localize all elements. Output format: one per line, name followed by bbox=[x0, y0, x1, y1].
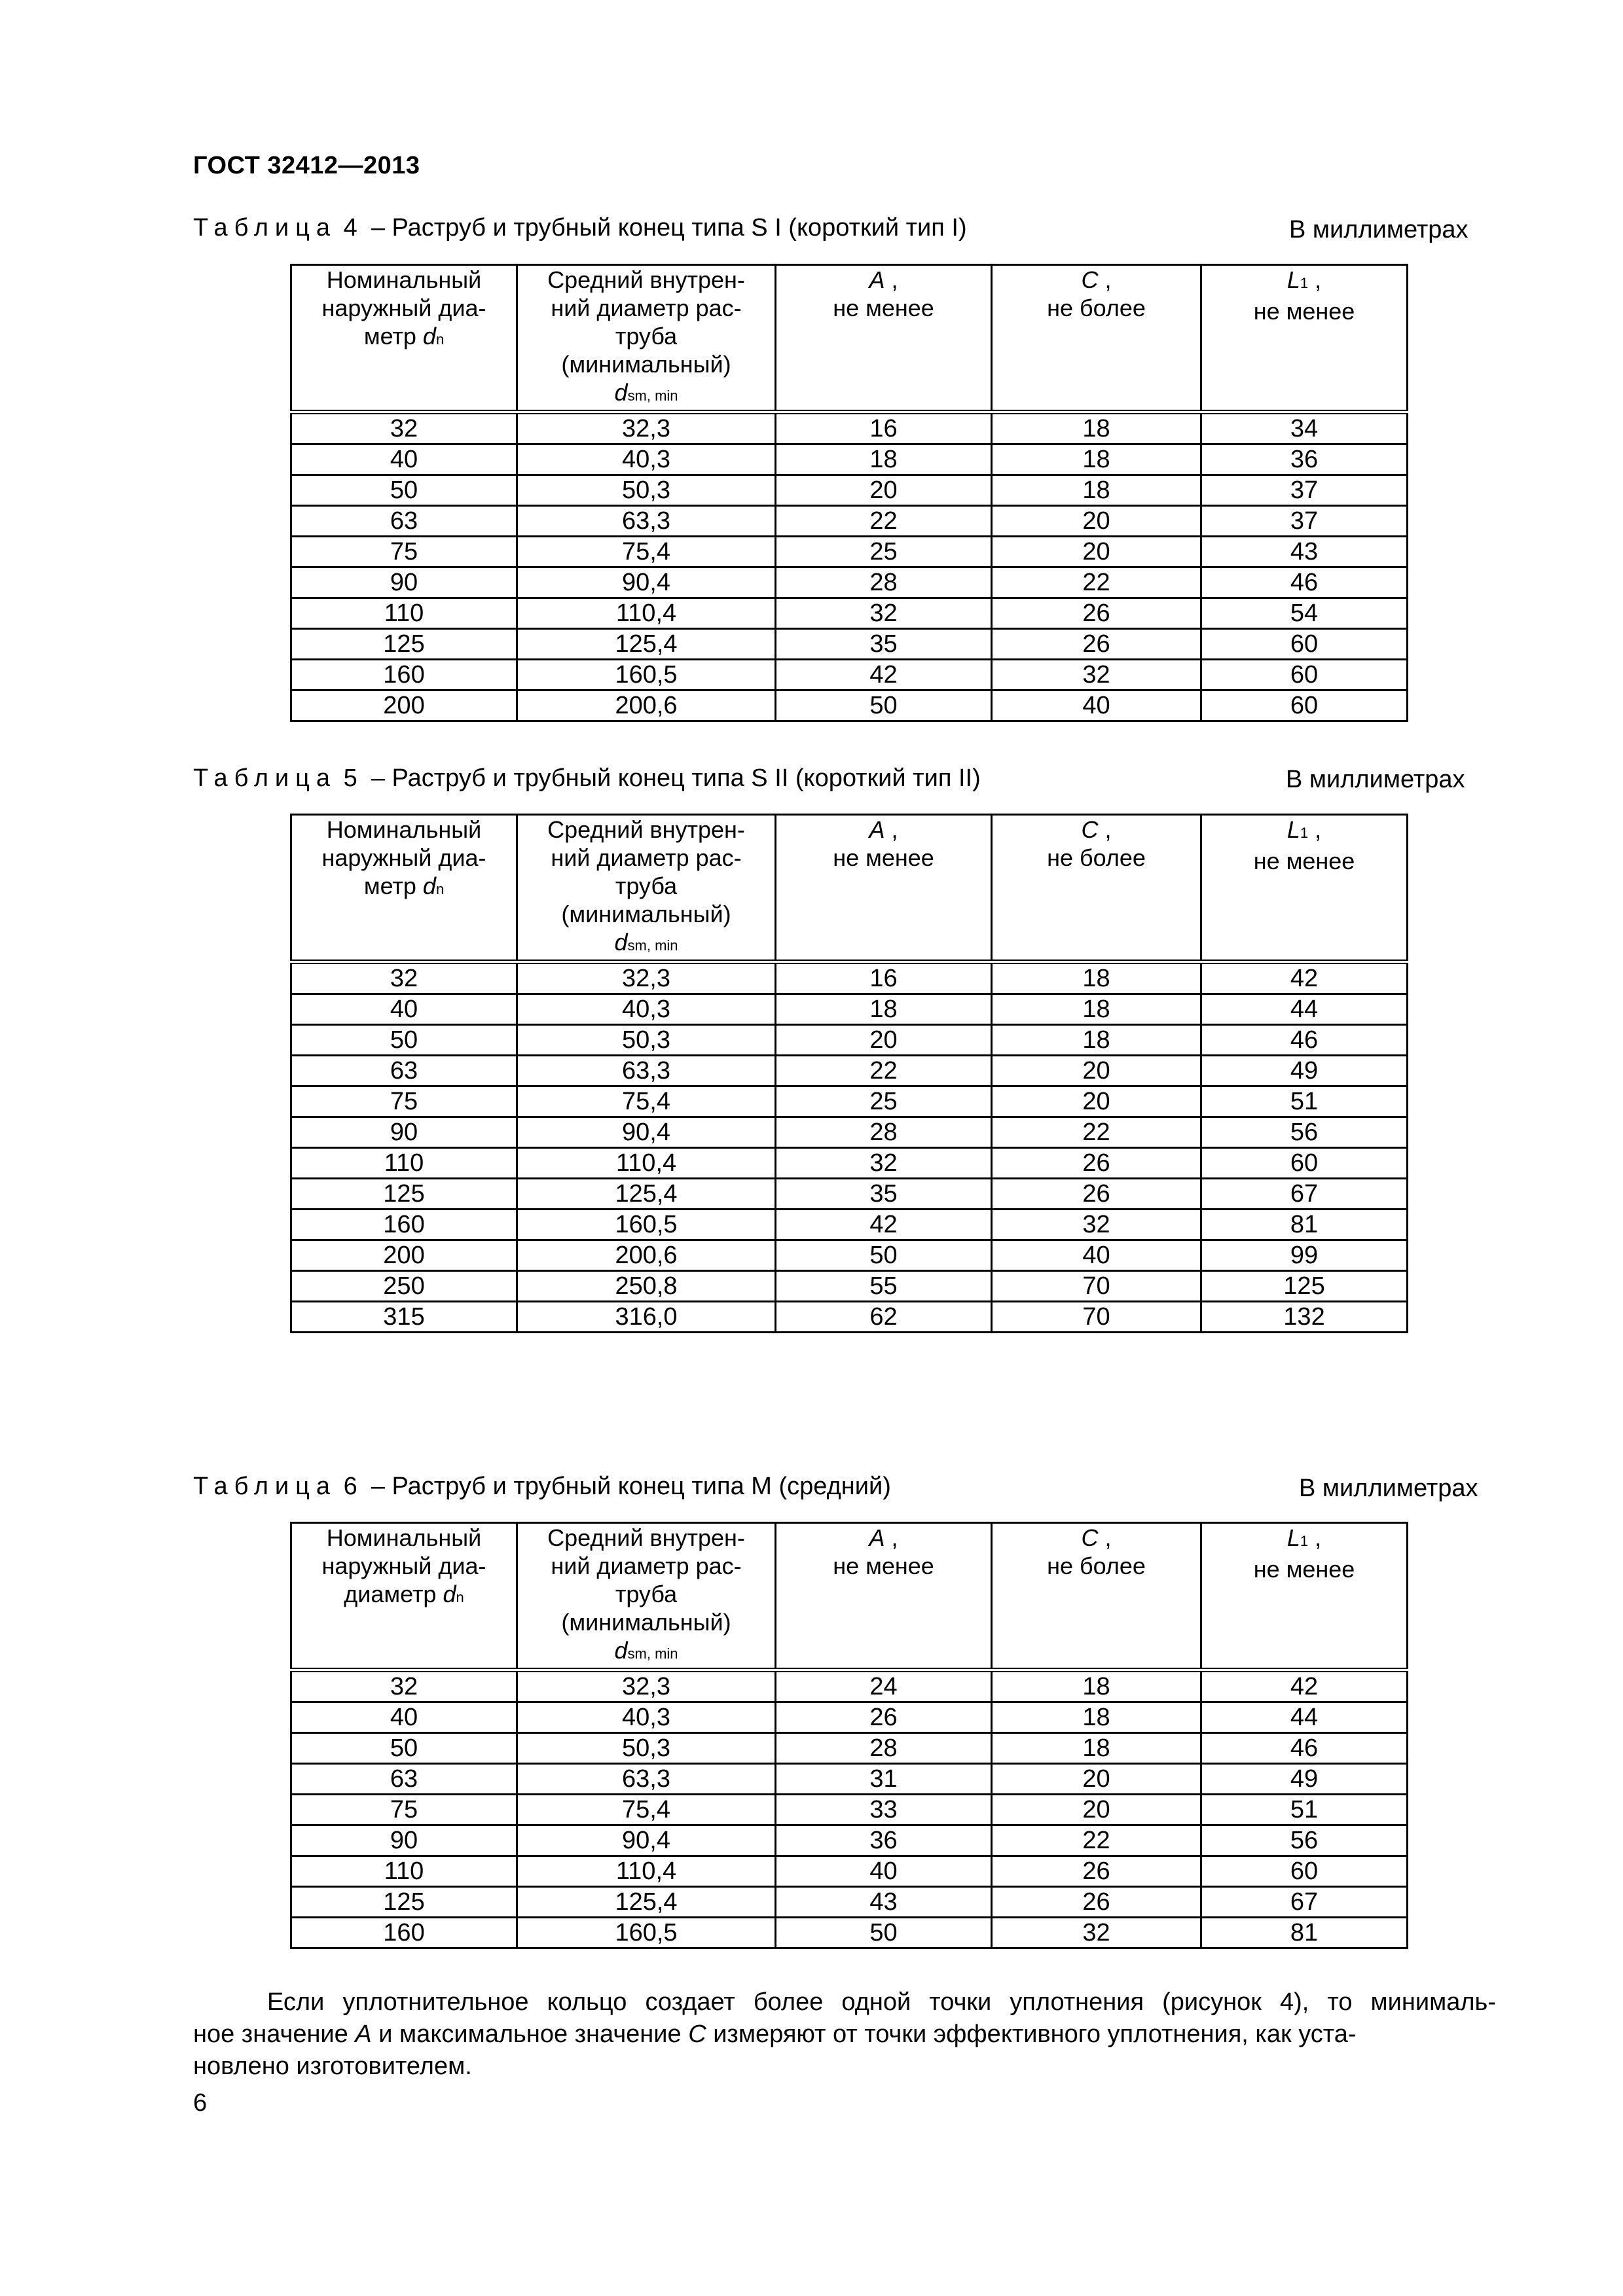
table-cell: 43 bbox=[1201, 537, 1408, 567]
page-number: 6 bbox=[193, 2089, 208, 2117]
table-cell: 26 bbox=[992, 1179, 1201, 1210]
table-cell: 22 bbox=[992, 1825, 1201, 1856]
table-cell: 20 bbox=[992, 537, 1201, 567]
table-cell: 90 bbox=[291, 567, 517, 598]
table-cell: 46 bbox=[1201, 567, 1408, 598]
table-row bbox=[291, 1795, 1408, 1825]
col-header-c: C , не более bbox=[992, 265, 1201, 412]
table-cell: 22 bbox=[776, 1056, 992, 1086]
table-cell: 110,4 bbox=[517, 1856, 776, 1887]
table-cell: 28 bbox=[776, 1733, 992, 1764]
table-cell: 20 bbox=[992, 1056, 1201, 1086]
table-cell: 42 bbox=[1201, 1670, 1408, 1702]
table-number: 4 bbox=[343, 214, 357, 242]
table-cell: 132 bbox=[1201, 1302, 1408, 1333]
table-cell: 75,4 bbox=[517, 1795, 776, 1825]
table-header-row bbox=[291, 265, 1408, 412]
table-row bbox=[291, 537, 1408, 567]
table-cell: 32 bbox=[992, 1918, 1201, 1948]
table-cell: 55 bbox=[776, 1271, 992, 1302]
table-cell: 28 bbox=[776, 567, 992, 598]
table-header-row bbox=[291, 1523, 1408, 1670]
table-row bbox=[291, 1764, 1408, 1795]
table-cell: 60 bbox=[1201, 691, 1408, 721]
table-cell: 32,3 bbox=[517, 412, 776, 444]
table-row bbox=[291, 1271, 1408, 1302]
table-cell: 32 bbox=[776, 598, 992, 629]
table-row bbox=[291, 506, 1408, 537]
table-cell: 49 bbox=[1201, 1764, 1408, 1795]
table-row bbox=[291, 567, 1408, 598]
table-cell: 67 bbox=[1201, 1179, 1408, 1210]
col-header-nominal-diameter: Номинальный наружный диа- диаметр dn bbox=[291, 1523, 517, 1670]
table-cell: 125,4 bbox=[517, 1179, 776, 1210]
table-cell: 50 bbox=[776, 1240, 992, 1271]
table-row bbox=[291, 1702, 1408, 1733]
table-label: Таблица bbox=[193, 1473, 337, 1500]
table-cell: 18 bbox=[992, 994, 1201, 1025]
table-cell: 35 bbox=[776, 1179, 992, 1210]
table-cell: 50 bbox=[776, 691, 992, 721]
table-cell: 110 bbox=[291, 1148, 517, 1179]
table-cell: 20 bbox=[776, 1025, 992, 1056]
table-row bbox=[291, 1240, 1408, 1271]
table-cell: 20 bbox=[992, 1764, 1201, 1795]
table-cell: 63,3 bbox=[517, 506, 776, 537]
table-row bbox=[291, 1117, 1408, 1148]
table-row bbox=[291, 691, 1408, 721]
table-cell: 90,4 bbox=[517, 1117, 776, 1148]
table-cell: 125 bbox=[291, 1179, 517, 1210]
table-cell: 200,6 bbox=[517, 691, 776, 721]
col-header-a: A , не менее bbox=[776, 265, 992, 412]
table-cell: 46 bbox=[1201, 1025, 1408, 1056]
table-cell: 81 bbox=[1201, 1918, 1408, 1948]
note-paragraph: Если уплотнительное кольцо создает более одной точки уплотнения (рисунок 4), то минималь- ное значение A и максимальное значение C измеряют от точки эффективного уплотнения, как уста- новлено изготовителем. bbox=[193, 1986, 1496, 2083]
table-cell: 62 bbox=[776, 1302, 992, 1333]
table-cell: 50 bbox=[291, 475, 517, 506]
table-cell: 31 bbox=[776, 1764, 992, 1795]
table-cell: 44 bbox=[1201, 1702, 1408, 1733]
table-cell: 32 bbox=[291, 962, 517, 994]
table-cell: 26 bbox=[992, 629, 1201, 660]
table-cell: 90,4 bbox=[517, 567, 776, 598]
table-label: Таблица bbox=[193, 764, 337, 792]
table-cell: 40 bbox=[291, 1702, 517, 1733]
col-header-a: A , не менее bbox=[776, 1523, 992, 1670]
table-header-row bbox=[291, 815, 1408, 962]
table-cell: 22 bbox=[776, 506, 992, 537]
table-cell: 18 bbox=[992, 412, 1201, 444]
table-cell: 90 bbox=[291, 1825, 517, 1856]
table-cell: 42 bbox=[776, 1210, 992, 1240]
table-row bbox=[291, 1086, 1408, 1117]
table-row bbox=[291, 1825, 1408, 1856]
table-4-caption bbox=[193, 214, 967, 242]
table-cell: 250,8 bbox=[517, 1271, 776, 1302]
table-4-units: В миллиметрах bbox=[1289, 216, 1468, 243]
table-row bbox=[291, 1302, 1408, 1333]
col-header-nominal-diameter: Номинальный наружный диа- метр dn bbox=[291, 265, 517, 412]
table-5-units: В миллиметрах bbox=[1286, 766, 1465, 793]
table-row bbox=[291, 1148, 1408, 1179]
table-row bbox=[291, 598, 1408, 629]
col-header-nominal-diameter: Номинальный наружный диа- метр dn bbox=[291, 815, 517, 962]
table-cell: 36 bbox=[776, 1825, 992, 1856]
table-label: Таблица bbox=[193, 214, 337, 242]
table-cell: 40 bbox=[992, 691, 1201, 721]
table-cell: 63 bbox=[291, 1764, 517, 1795]
table-cell: 125 bbox=[291, 629, 517, 660]
table-cell: 36 bbox=[1201, 444, 1408, 475]
table-row bbox=[291, 1670, 1408, 1702]
table-cell: 125 bbox=[291, 1887, 517, 1918]
table-cell: 32 bbox=[291, 412, 517, 444]
table-cell: 22 bbox=[992, 567, 1201, 598]
table-cell: 160,5 bbox=[517, 660, 776, 691]
table-cell: 90 bbox=[291, 1117, 517, 1148]
table-cell: 16 bbox=[776, 962, 992, 994]
table-cell: 315 bbox=[291, 1302, 517, 1333]
table-cell: 40 bbox=[291, 444, 517, 475]
table-cell: 18 bbox=[776, 994, 992, 1025]
table-cell: 22 bbox=[992, 1117, 1201, 1148]
col-header-l1: L1 , не менее bbox=[1201, 265, 1408, 412]
table-cell: 42 bbox=[776, 660, 992, 691]
table-cell: 24 bbox=[776, 1670, 992, 1702]
table-cell: 200 bbox=[291, 1240, 517, 1271]
table-cell: 18 bbox=[992, 1670, 1201, 1702]
table-cell: 75 bbox=[291, 537, 517, 567]
table-cell: 50,3 bbox=[517, 1733, 776, 1764]
table-title: – Раструб и трубный конец типа S II (короткий тип II) bbox=[371, 764, 981, 792]
table-cell: 18 bbox=[992, 1025, 1201, 1056]
table-cell: 125 bbox=[1201, 1271, 1408, 1302]
table-row bbox=[291, 1856, 1408, 1887]
table-cell: 40 bbox=[291, 994, 517, 1025]
table-cell: 18 bbox=[776, 444, 992, 475]
col-header-a: A , не менее bbox=[776, 815, 992, 962]
table-cell: 25 bbox=[776, 537, 992, 567]
table-cell: 26 bbox=[776, 1702, 992, 1733]
table-cell: 26 bbox=[992, 1856, 1201, 1887]
table-row bbox=[291, 994, 1408, 1025]
table-row bbox=[291, 629, 1408, 660]
table-cell: 18 bbox=[992, 1702, 1201, 1733]
table-row bbox=[291, 1210, 1408, 1240]
table-cell: 49 bbox=[1201, 1056, 1408, 1086]
table-row bbox=[291, 1056, 1408, 1086]
table-cell: 81 bbox=[1201, 1210, 1408, 1240]
table-cell: 99 bbox=[1201, 1240, 1408, 1271]
paragraph-line-1: Если уплотнительное кольцо создает более одной точки уплотнения (рисунок 4), то минималь- bbox=[267, 1988, 1496, 2016]
table-cell: 60 bbox=[1201, 1856, 1408, 1887]
table-cell: 40 bbox=[776, 1856, 992, 1887]
table-cell: 43 bbox=[776, 1887, 992, 1918]
table-cell: 200 bbox=[291, 691, 517, 721]
col-header-l1: L1 , не менее bbox=[1201, 815, 1408, 962]
table-5 bbox=[290, 814, 1408, 1333]
table-cell: 56 bbox=[1201, 1825, 1408, 1856]
table-cell: 28 bbox=[776, 1117, 992, 1148]
table-row bbox=[291, 412, 1408, 444]
table-cell: 110,4 bbox=[517, 598, 776, 629]
table-cell: 51 bbox=[1201, 1795, 1408, 1825]
table-cell: 54 bbox=[1201, 598, 1408, 629]
table-number: 5 bbox=[343, 764, 357, 792]
table-cell: 75,4 bbox=[517, 537, 776, 567]
table-cell: 20 bbox=[992, 506, 1201, 537]
table-cell: 75 bbox=[291, 1795, 517, 1825]
table-cell: 40,3 bbox=[517, 994, 776, 1025]
col-header-c: C , не более bbox=[992, 815, 1201, 962]
table-cell: 20 bbox=[992, 1086, 1201, 1117]
table-cell: 60 bbox=[1201, 629, 1408, 660]
table-cell: 160,5 bbox=[517, 1918, 776, 1948]
table-cell: 26 bbox=[992, 1148, 1201, 1179]
table-row bbox=[291, 444, 1408, 475]
table-cell: 110,4 bbox=[517, 1148, 776, 1179]
table-row bbox=[291, 1918, 1408, 1948]
table-cell: 33 bbox=[776, 1795, 992, 1825]
table-cell: 26 bbox=[992, 598, 1201, 629]
document-id-header: ГОСТ 32412—2013 bbox=[193, 152, 420, 179]
table-row bbox=[291, 1733, 1408, 1764]
table-cell: 20 bbox=[776, 475, 992, 506]
table-title: – Раструб и трубный конец типа S I (короткий тип I) bbox=[371, 214, 967, 242]
table-cell: 50,3 bbox=[517, 475, 776, 506]
table-title: – Раструб и трубный конец типа M (средний) bbox=[371, 1473, 891, 1500]
table-cell: 35 bbox=[776, 629, 992, 660]
table-cell: 46 bbox=[1201, 1733, 1408, 1764]
table-cell: 75 bbox=[291, 1086, 517, 1117]
table-cell: 56 bbox=[1201, 1117, 1408, 1148]
table-cell: 32 bbox=[776, 1148, 992, 1179]
table-cell: 125,4 bbox=[517, 1887, 776, 1918]
col-header-mean-inner-diameter: Средний внутрен- ний диаметр рас- труба (минимальный) dsm, min bbox=[517, 815, 776, 962]
table-cell: 40,3 bbox=[517, 1702, 776, 1733]
table-cell: 50 bbox=[291, 1733, 517, 1764]
table-cell: 37 bbox=[1201, 475, 1408, 506]
table-6 bbox=[290, 1522, 1408, 1949]
table-cell: 160 bbox=[291, 1918, 517, 1948]
table-cell: 60 bbox=[1201, 660, 1408, 691]
table-cell: 60 bbox=[1201, 1148, 1408, 1179]
table-cell: 50 bbox=[776, 1918, 992, 1948]
table-cell: 70 bbox=[992, 1302, 1201, 1333]
table-cell: 32 bbox=[992, 1210, 1201, 1240]
table-5-caption bbox=[193, 764, 981, 793]
table-cell: 26 bbox=[992, 1887, 1201, 1918]
table-cell: 32,3 bbox=[517, 1670, 776, 1702]
table-cell: 40 bbox=[992, 1240, 1201, 1271]
table-cell: 51 bbox=[1201, 1086, 1408, 1117]
table-cell: 90,4 bbox=[517, 1825, 776, 1856]
table-cell: 250 bbox=[291, 1271, 517, 1302]
table-cell: 20 bbox=[992, 1795, 1201, 1825]
table-cell: 67 bbox=[1201, 1887, 1408, 1918]
table-cell: 18 bbox=[992, 475, 1201, 506]
table-cell: 70 bbox=[992, 1271, 1201, 1302]
table-cell: 18 bbox=[992, 962, 1201, 994]
table-cell: 63 bbox=[291, 1056, 517, 1086]
table-cell: 16 bbox=[776, 412, 992, 444]
table-cell: 200,6 bbox=[517, 1240, 776, 1271]
table-cell: 18 bbox=[992, 1733, 1201, 1764]
table-6-units: В миллиметрах bbox=[1299, 1475, 1478, 1502]
col-header-c: C , не более bbox=[992, 1523, 1201, 1670]
table-cell: 125,4 bbox=[517, 629, 776, 660]
table-cell: 32,3 bbox=[517, 962, 776, 994]
table-row bbox=[291, 475, 1408, 506]
table-cell: 63 bbox=[291, 506, 517, 537]
table-6-caption bbox=[193, 1473, 891, 1501]
table-cell: 32 bbox=[992, 660, 1201, 691]
table-4 bbox=[290, 264, 1408, 722]
table-cell: 25 bbox=[776, 1086, 992, 1117]
table-cell: 37 bbox=[1201, 506, 1408, 537]
table-row bbox=[291, 1887, 1408, 1918]
table-cell: 63,3 bbox=[517, 1056, 776, 1086]
table-cell: 110 bbox=[291, 598, 517, 629]
table-row bbox=[291, 1025, 1408, 1056]
table-cell: 50,3 bbox=[517, 1025, 776, 1056]
table-cell: 75,4 bbox=[517, 1086, 776, 1117]
table-cell: 42 bbox=[1201, 962, 1408, 994]
table-number: 6 bbox=[343, 1473, 357, 1500]
table-cell: 160 bbox=[291, 660, 517, 691]
table-cell: 160,5 bbox=[517, 1210, 776, 1240]
table-row bbox=[291, 1179, 1408, 1210]
col-header-mean-inner-diameter: Средний внутрен- ний диаметр рас- труба (минимальный) dsm, min bbox=[517, 265, 776, 412]
table-cell: 110 bbox=[291, 1856, 517, 1887]
col-header-mean-inner-diameter: Средний внутрен- ний диаметр рас- труба (минимальный) dsm, min bbox=[517, 1523, 776, 1670]
table-cell: 63,3 bbox=[517, 1764, 776, 1795]
table-cell: 34 bbox=[1201, 412, 1408, 444]
table-cell: 18 bbox=[992, 444, 1201, 475]
col-header-l1: L1 , не менее bbox=[1201, 1523, 1408, 1670]
table-cell: 32 bbox=[291, 1670, 517, 1702]
table-cell: 316,0 bbox=[517, 1302, 776, 1333]
table-cell: 44 bbox=[1201, 994, 1408, 1025]
table-cell: 40,3 bbox=[517, 444, 776, 475]
table-row bbox=[291, 962, 1408, 994]
table-row bbox=[291, 660, 1408, 691]
table-cell: 160 bbox=[291, 1210, 517, 1240]
table-cell: 50 bbox=[291, 1025, 517, 1056]
